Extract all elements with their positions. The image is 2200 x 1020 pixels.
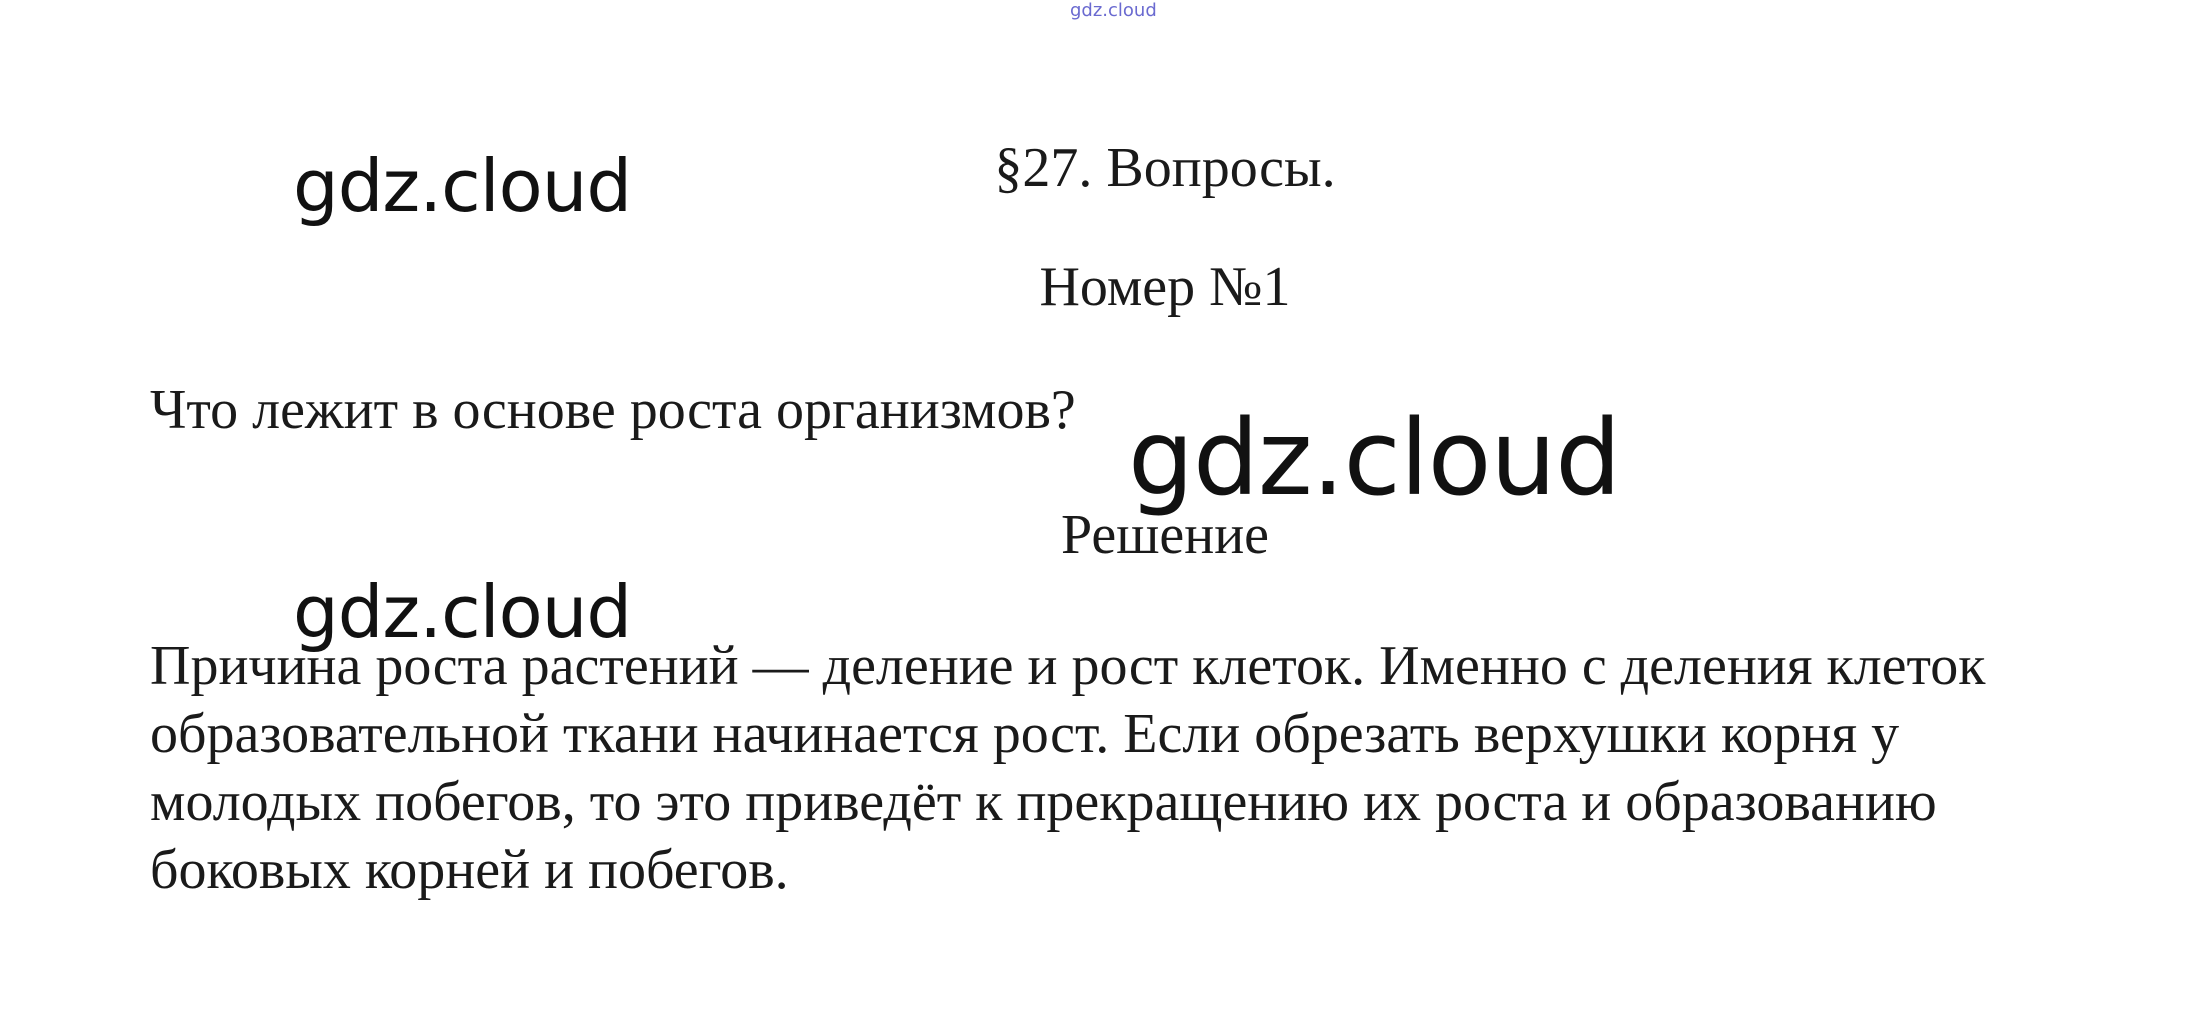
watermark-logo: gdz.cloud (1128, 397, 1621, 519)
page-title: §27. Вопросы. (994, 137, 1336, 199)
exercise-number: Номер №1 (1039, 256, 1291, 318)
watermark-logo: gdz.cloud (293, 570, 632, 654)
solution-heading: Решение (1060, 504, 1270, 566)
question-text: Что лежит в основе роста организмов? (150, 379, 1076, 441)
top-watermark: gdz.cloud (1070, 0, 1157, 21)
answer-text: Причина роста растений — деление и рост клеток. Именно с деления клеток образовательной ткани начинается рост. Если обрезать верхушки корня у молодых побегов, то это приведёт к прекращению их роста и образованию боковых корней и побегов. (150, 635, 1986, 901)
watermark-logo: gdz.cloud (293, 144, 632, 228)
